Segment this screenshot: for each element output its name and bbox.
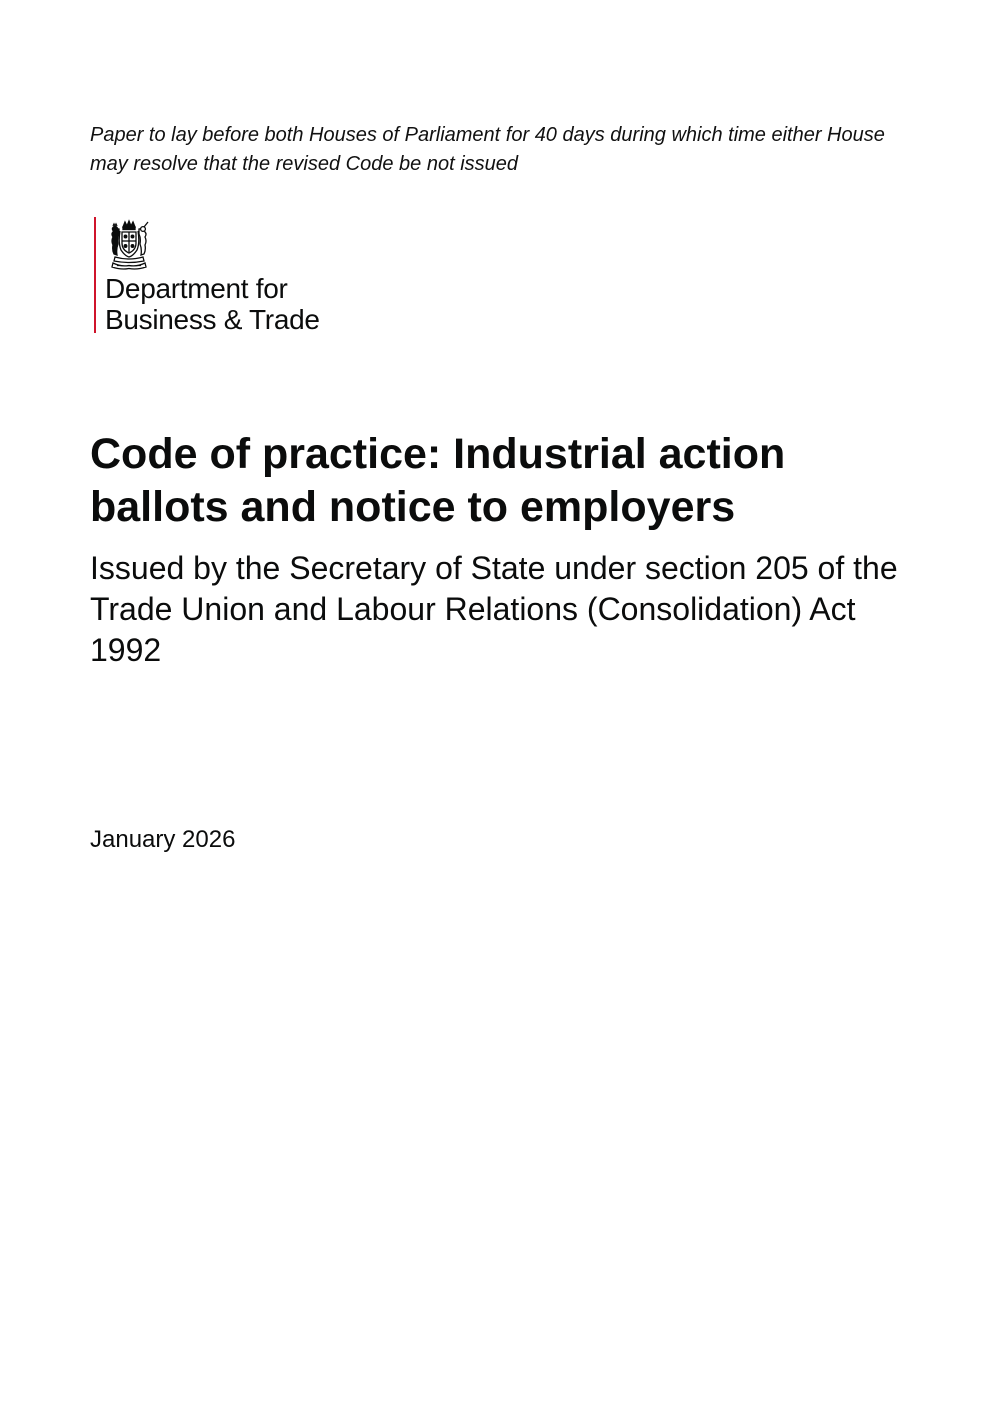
royal-coat-of-arms-icon — [107, 219, 151, 271]
department-name-line2: Business & Trade — [105, 304, 320, 335]
department-name — [105, 273, 320, 335]
document-subtitle: Issued by the Secretary of State under section 205 of the Trade Union and Labour Relations (Consolidation) Act 1992 — [90, 550, 898, 668]
laying-note: Paper to lay before both Houses of Parliament for 40 days during which time either House may resolve that the revised Code be not issued — [90, 124, 885, 175]
department-logo — [94, 217, 394, 333]
document-title: Code of practice: Industrial action ballots and notice to employers — [90, 430, 786, 531]
logo-red-rule — [94, 217, 96, 333]
publication-date: January 2026 — [90, 826, 236, 853]
department-name-line1: Department for — [105, 273, 288, 304]
